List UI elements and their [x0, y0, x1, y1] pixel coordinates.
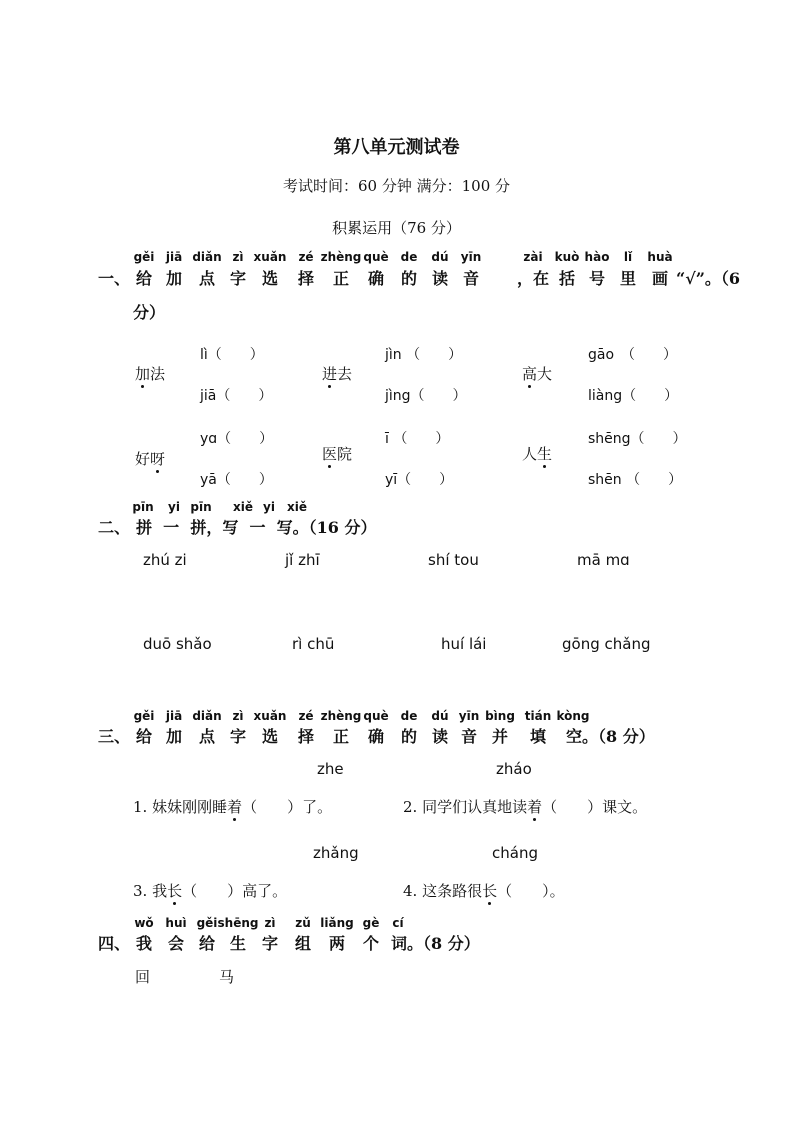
- q2-pinyin: xiě: [233, 500, 253, 514]
- q1-option[interactable]: yī（ ）: [385, 472, 454, 488]
- q1-char: 号: [588, 269, 606, 288]
- q1-pinyin: kuò: [554, 250, 580, 264]
- q3-pinyin: què: [363, 709, 389, 723]
- q1-chars-row: [0, 266, 793, 286]
- q1-char: 里: [619, 269, 637, 288]
- q2-pinyin-row: [0, 500, 793, 516]
- q1-option[interactable]: jìng（ ）: [385, 388, 467, 404]
- q1-pinyin: jiā: [165, 250, 183, 264]
- q3-pinyin: bìng: [485, 709, 515, 723]
- q2-pinyin: xiě: [287, 500, 307, 514]
- q1-word: 好呀: [135, 450, 166, 468]
- q4-number: 四、: [98, 934, 131, 953]
- q1-pinyin: de: [400, 250, 418, 264]
- q1-pinyin-row: [0, 250, 793, 266]
- q2-pinyin: pīn: [132, 500, 154, 514]
- q1-char: 画: [651, 269, 669, 288]
- q3-pinyin: zì: [232, 709, 244, 723]
- q3-pinyin: xuǎn: [253, 709, 287, 723]
- q1-number: 一、: [98, 269, 131, 288]
- q4-chars-row: [0, 931, 793, 951]
- q3-pinyin: yīn: [458, 709, 480, 723]
- q3-sentence-1: 1. 妹妹刚刚睡着（ ）了。: [133, 798, 333, 816]
- q3-char: 选: [261, 727, 279, 746]
- q3-pinyin: zhèng: [320, 709, 362, 723]
- q3-pinyin: dú: [431, 709, 449, 723]
- q4-pinyin-row: [0, 916, 793, 932]
- q1-option[interactable]: shēng（ ）: [588, 431, 687, 447]
- q1-option[interactable]: jìn （ ）: [385, 347, 463, 363]
- q1-option[interactable]: ī （ ）: [385, 431, 450, 447]
- q3-pinyin: zé: [298, 709, 314, 723]
- q1-char: 字: [229, 269, 247, 288]
- q2-pinyin: yi: [263, 500, 275, 514]
- q2-char: 写。（16 分）: [276, 518, 377, 537]
- q1-char: 加: [165, 269, 183, 288]
- q3-char: 确: [367, 727, 385, 746]
- q3-char: 择: [297, 727, 315, 746]
- q1-char: ，在: [516, 269, 550, 288]
- q1-char: 读: [431, 269, 449, 288]
- q1-char: 选: [261, 269, 279, 288]
- q3-option: zhǎng: [313, 844, 359, 862]
- q3-char: 并: [491, 727, 509, 746]
- q2-word: huí lái: [441, 635, 487, 653]
- q2-number: 二、: [98, 518, 131, 537]
- q1-char: 点: [198, 269, 216, 288]
- page-title: 第八单元测试卷: [333, 137, 460, 158]
- q1-pinyin: diǎn: [192, 250, 222, 264]
- q3-pinyin: gěi: [133, 709, 155, 723]
- q3-number: 三、: [98, 727, 131, 746]
- q1-pinyin: què: [363, 250, 389, 264]
- q1-option[interactable]: lì（ ）: [200, 347, 264, 363]
- q2-word: shí tou: [428, 551, 479, 569]
- q1-pinyin: zé: [298, 250, 314, 264]
- q4-char: 词。（8 分）: [391, 934, 480, 953]
- q1-word: 加法: [135, 365, 166, 383]
- q4-item: 回: [135, 968, 151, 986]
- q1-word: 进去: [322, 365, 353, 383]
- q4-pinyin: zǔ: [295, 916, 311, 930]
- q2-word: mā mɑ: [577, 551, 630, 569]
- q4-pinyin: wǒ: [134, 916, 154, 930]
- q3-pinyin: kòng: [556, 709, 590, 723]
- q1-pinyin: lǐ: [623, 250, 633, 264]
- q2-char: 一: [249, 518, 266, 537]
- q3-char: 音: [460, 727, 478, 746]
- q3-option: zhe: [317, 760, 344, 778]
- q4-pinyin: shēng: [217, 916, 259, 930]
- q1-pinyin: huà: [647, 250, 673, 264]
- q4-pinyin: huì: [165, 916, 187, 930]
- q1-pinyin: zì: [232, 250, 244, 264]
- q4-char: 两: [328, 934, 346, 953]
- q1-char: 确: [367, 269, 385, 288]
- q3-char: 点: [198, 727, 216, 746]
- q1-word: 高大: [522, 365, 553, 383]
- q2-pinyin: yi: [168, 500, 180, 514]
- q1-char: 括: [558, 269, 576, 288]
- q2-word: duō shǎo: [143, 635, 212, 653]
- q1-option[interactable]: shēn （ ）: [588, 472, 683, 488]
- q2-char: 写: [222, 518, 239, 537]
- q4-pinyin: gěi: [196, 916, 218, 930]
- q2-char: 拼，: [190, 518, 223, 537]
- q1-option[interactable]: gāo （ ）: [588, 347, 678, 363]
- q3-char: 填: [529, 727, 547, 746]
- q1-pinyin: dú: [431, 250, 449, 264]
- q4-pinyin: liǎng: [320, 916, 354, 930]
- q1-option[interactable]: liàng（ ）: [588, 388, 679, 404]
- q1-pinyin: gěi: [133, 250, 155, 264]
- q3-sentence-4: 4. 这条路很长（ ）。: [403, 882, 565, 900]
- q4-char: 我: [135, 934, 153, 953]
- q3-option: cháng: [492, 844, 538, 862]
- q1-pinyin: zài: [523, 250, 543, 264]
- q3-sentence-3: 3. 我长（ ）高了。: [133, 882, 288, 900]
- q1-word: 医院: [322, 445, 353, 463]
- q1-char: 正: [332, 269, 350, 288]
- q4-char: 组: [294, 934, 312, 953]
- q4-char: 生: [229, 934, 247, 953]
- q2-word: gōng chǎng: [562, 635, 651, 653]
- q4-char: 给: [198, 934, 216, 953]
- q2-char: 一: [163, 518, 180, 537]
- q2-char: 拼: [136, 518, 153, 537]
- exam-info: 考试时间：60 分钟 满分：100 分: [282, 177, 511, 195]
- q1-word: 人生: [522, 445, 553, 463]
- q3-chars-row: [0, 724, 793, 744]
- q1-option[interactable]: jiā（ ）: [200, 388, 273, 404]
- q1-char: 音: [462, 269, 480, 288]
- q2-word: rì chū: [292, 635, 335, 653]
- q4-char: 字: [261, 934, 279, 953]
- q2-word: zhú zi: [143, 551, 187, 569]
- q3-pinyin: tián: [524, 709, 552, 723]
- q1-tail: “√”。（6: [676, 269, 741, 288]
- section-title: 积累运用（76 分）: [332, 219, 461, 237]
- q2-pinyin: pīn: [190, 500, 212, 514]
- q3-pinyin: diǎn: [192, 709, 222, 723]
- q3-pinyin: jiā: [165, 709, 183, 723]
- q3-char: 空。（8 分）: [566, 727, 655, 746]
- q2-chars-row: [136, 515, 376, 538]
- q1-pinyin: zhèng: [320, 250, 362, 264]
- q3-char: 加: [165, 727, 183, 746]
- q3-char: 的: [400, 727, 418, 746]
- q4-pinyin: zì: [264, 916, 276, 930]
- q1-char: 择: [297, 269, 315, 288]
- q1-char: 给: [135, 269, 153, 288]
- q3-pinyin-row: [0, 709, 793, 725]
- q4-char: 会: [167, 934, 185, 953]
- q4-char: 个: [362, 934, 380, 953]
- q3-char: 给: [135, 727, 153, 746]
- q3-char: 读: [431, 727, 449, 746]
- q1-pinyin: yīn: [460, 250, 482, 264]
- q3-sentence-2: 2. 同学们认真地读着（ ）课文。: [403, 798, 648, 816]
- q4-pinyin: cí: [392, 916, 404, 930]
- q1-option[interactable]: yā（ ）: [200, 472, 273, 488]
- q3-option: zháo: [496, 760, 532, 778]
- q1-char: 的: [400, 269, 418, 288]
- q4-pinyin: gè: [362, 916, 380, 930]
- q2-word: jǐ zhī: [285, 551, 320, 569]
- q1-pinyin: xuǎn: [253, 250, 287, 264]
- q4-item: 马: [219, 968, 235, 986]
- q1-option[interactable]: yɑ（ ）: [200, 431, 274, 447]
- q3-char: 正: [332, 727, 350, 746]
- q3-pinyin: de: [400, 709, 418, 723]
- q3-char: 字: [229, 727, 247, 746]
- q1-pinyin: hào: [584, 250, 610, 264]
- q1-score-cont: 分）: [133, 303, 166, 322]
